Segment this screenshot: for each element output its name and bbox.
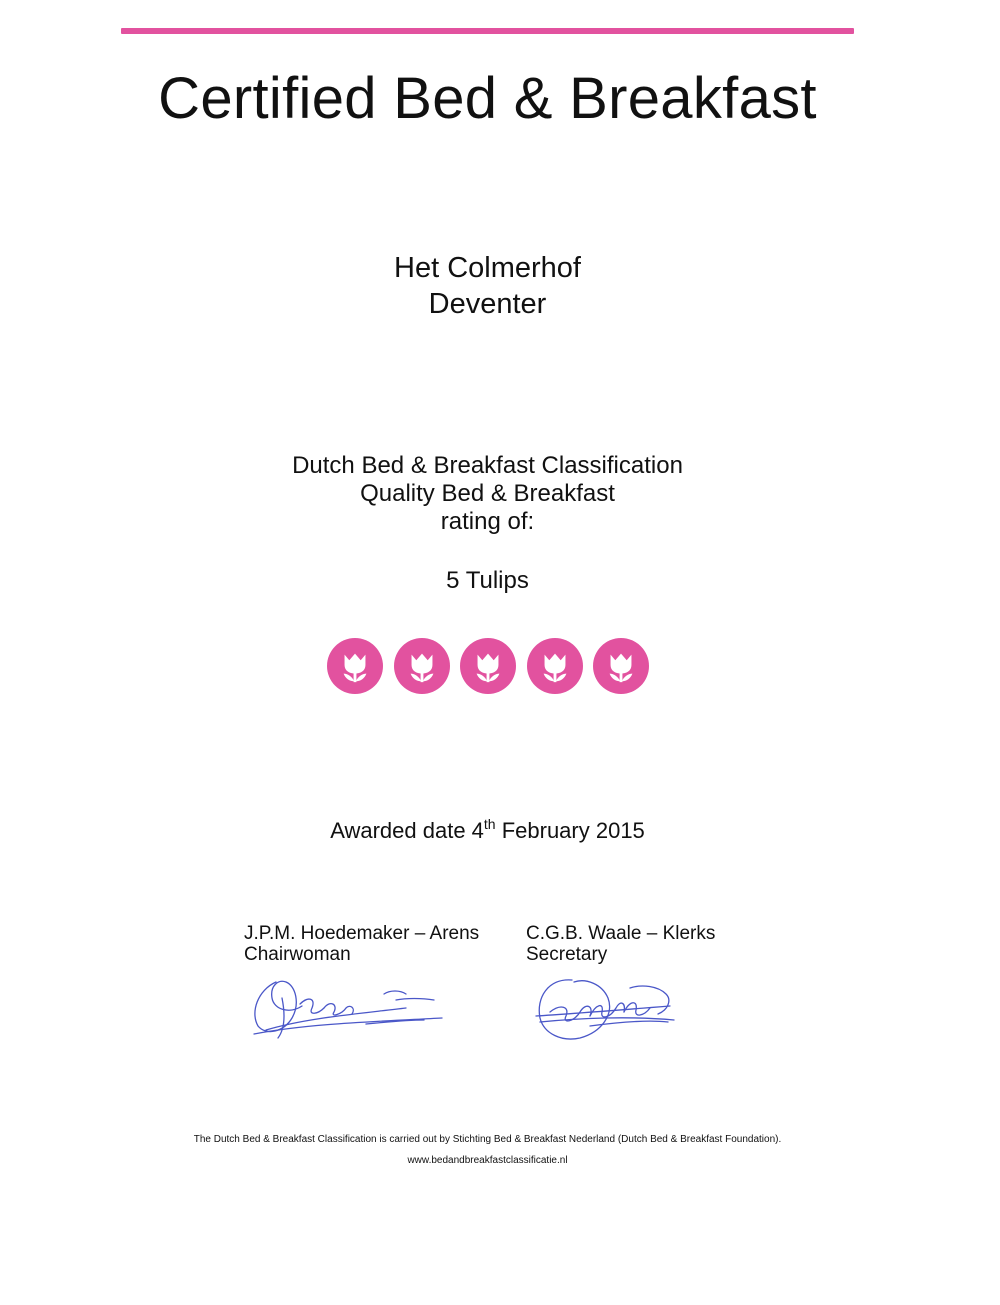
signatory-secretary <box>526 923 715 965</box>
signatory-chairwoman <box>244 923 479 965</box>
signatory-role: Secretary <box>526 944 608 965</box>
tulip-rating <box>327 638 649 696</box>
classification-line-1: Dutch Bed & Breakfast Classification <box>292 452 683 479</box>
classification-line-3: rating of: <box>440 508 535 535</box>
tulip-icon <box>394 638 450 694</box>
business-city: Deventer <box>428 288 547 320</box>
tulip-icon <box>460 638 516 694</box>
business-block <box>0 250 975 322</box>
awarded-prefix: Awarded date 4 <box>330 818 484 843</box>
tulip-icon <box>527 638 583 694</box>
tulip-icon <box>593 638 649 694</box>
awarded-date <box>0 816 975 846</box>
top-accent-rule <box>121 28 854 34</box>
tulip-icon <box>327 638 383 694</box>
certificate-title: Certified Bed & Breakfast <box>158 66 817 131</box>
signatory-role: Chairwoman <box>244 944 351 965</box>
classification-block <box>0 452 975 536</box>
signatory-name: J.P.M. Hoedemaker – Arens <box>244 923 480 944</box>
signatory-name: C.G.B. Waale – Klerks <box>526 923 716 944</box>
chairwoman-signature <box>246 968 446 1048</box>
awarded-rest: February 2015 <box>495 818 645 843</box>
footer-url: www.bedandbreakfastclassificatie.nl <box>407 1155 568 1166</box>
awarded-ordinal: th <box>483 816 496 832</box>
classification-line-2: Quality Bed & Breakfast <box>360 480 615 507</box>
secretary-signature <box>530 968 680 1048</box>
footer-note: The Dutch Bed & Breakfast Classification is carried out by Stichting Bed & Breakfast Nederland (Dutch Bed & Breakfast Foundation). <box>193 1134 782 1145</box>
rating-text: 5 Tulips <box>446 567 529 594</box>
business-name: Het Colmerhof <box>394 252 581 284</box>
